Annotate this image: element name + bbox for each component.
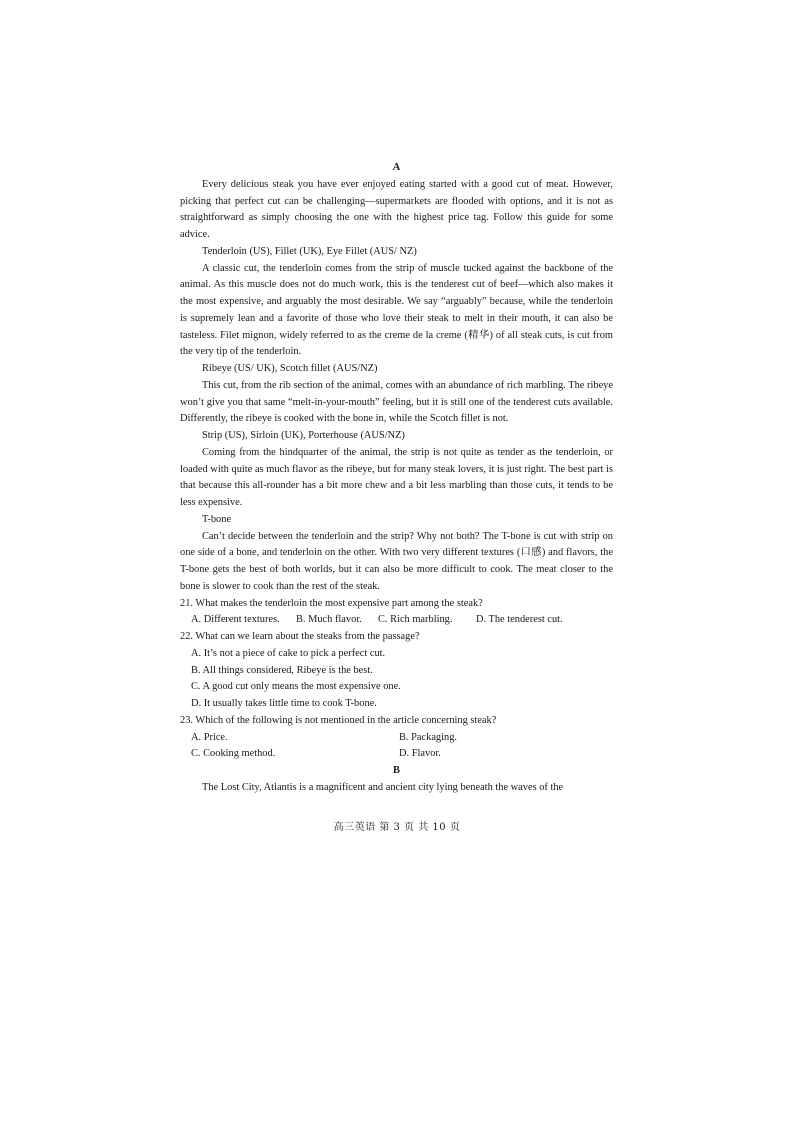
question-22-option-d[interactable]: D. It usually takes little time to cook T-bone. bbox=[191, 698, 377, 709]
question-21-option-c[interactable]: C. Rich marbling. bbox=[378, 614, 453, 626]
question-21-options bbox=[180, 612, 613, 629]
cut-title-strip: Strip (US), Sirloin (UK), Porterhouse (AUS/NZ) bbox=[202, 430, 405, 441]
question-22-option-a[interactable]: A. It’s not a piece of cake to pick a perfect cut. bbox=[191, 647, 386, 659]
question-23-stem: 23. Which of the following is not mentioned in the article concerning steak? bbox=[180, 714, 497, 726]
question-23-option-b[interactable]: B. Packaging. bbox=[399, 731, 458, 743]
section-b-heading: B bbox=[393, 765, 400, 776]
question-22-option-c[interactable]: C. A good cut only means the most expensive one. bbox=[191, 681, 401, 693]
section-a-heading: A bbox=[392, 162, 401, 173]
cut-text-strip: Coming from the hindquarter of the animal, the strip is not quite as tender as the tenderloin, or loaded with quite as much flavor as the ribeye, but for many steak lovers, it is just right. The best part is that because this all-rounder has a bit more chew and a bit less marbling than those cuts, it tends to be less expensive. bbox=[180, 446, 613, 508]
cut-text-tbone: Can’t decide between the tenderloin and the strip? Why not both? The T-bone is cut with strip on one side of a bone, and tenderloin on the other. With two very different textures (口感) and flavors, the T-bone gets the best of both worlds, but it can also be more difficult to cook. The meat closer to the bone is slower to cook than the rest of the steak. bbox=[180, 530, 613, 592]
cut-text-tenderloin: A classic cut, the tenderloin comes from the strip of muscle tucked against the backbone of the animal. As this muscle does not do much work, this is the tenderest cut of beef—which also makes it the most expensive, and arguably the most desirable. We say “arguably” because, while the tenderloin is supremely lean and a favorite of those who love their steak to melt in their mouth, it can also be tasteless. Filet mignon, widely referred to as the creme de la creme (精华) of all steak cuts, is cut from the very tip of the tenderloin. bbox=[180, 262, 613, 358]
question-22-stem: 22. What can we learn about the steaks from the passage? bbox=[180, 631, 420, 642]
question-21-option-d[interactable]: D. The tenderest cut. bbox=[476, 614, 563, 626]
cut-title-tbone: T-bone bbox=[202, 513, 232, 525]
cut-title-ribeye: Ribeye (US/ UK), Scotch fillet (AUS/NZ) bbox=[202, 363, 378, 374]
question-23-option-a[interactable]: A. Price. bbox=[191, 731, 228, 743]
question-21-option-a[interactable]: A. Different textures. bbox=[191, 614, 280, 626]
question-23-option-d[interactable]: D. Flavor. bbox=[399, 748, 441, 760]
question-22-option-b[interactable]: B. All things considered, Ribeye is the best. bbox=[191, 664, 373, 676]
page-footer: 高三英语 第 3 页 共 10 页 bbox=[333, 822, 461, 833]
question-23-options bbox=[180, 730, 613, 764]
section-b-intro: The Lost City, Atlantis is a magnificent and ancient city lying beneath the waves of the bbox=[202, 781, 564, 793]
question-21-stem: 21. What makes the tenderloin the most expensive part among the steak? bbox=[180, 597, 483, 609]
cut-title-tenderloin: Tenderloin (US), Fillet (UK), Eye Fillet (AUS/ NZ) bbox=[202, 245, 417, 257]
question-23-option-c[interactable]: C. Cooking method. bbox=[191, 748, 276, 760]
cut-text-ribeye: This cut, from the rib section of the animal, comes with an abundance of rich marbling. The ribeye won’t give you that same “melt-in-your-mouth” feeling, but it is still one of the tenderest cuts available. Differently, the ribeye is cooked with the bone in, while the Scotch fillet is not. bbox=[180, 379, 613, 425]
exam-page-content bbox=[180, 160, 613, 797]
section-a-intro: Every delicious steak you have ever enjoyed eating started with a good cut of meat. However, picking that perfect cut can be challenging—supermarkets are flooded with options, and it is not as straightforward as simply choosing the one with the highest price tag. Follow this guide for some advice. bbox=[180, 178, 613, 240]
question-21-option-b[interactable]: B. Much flavor. bbox=[296, 614, 362, 626]
